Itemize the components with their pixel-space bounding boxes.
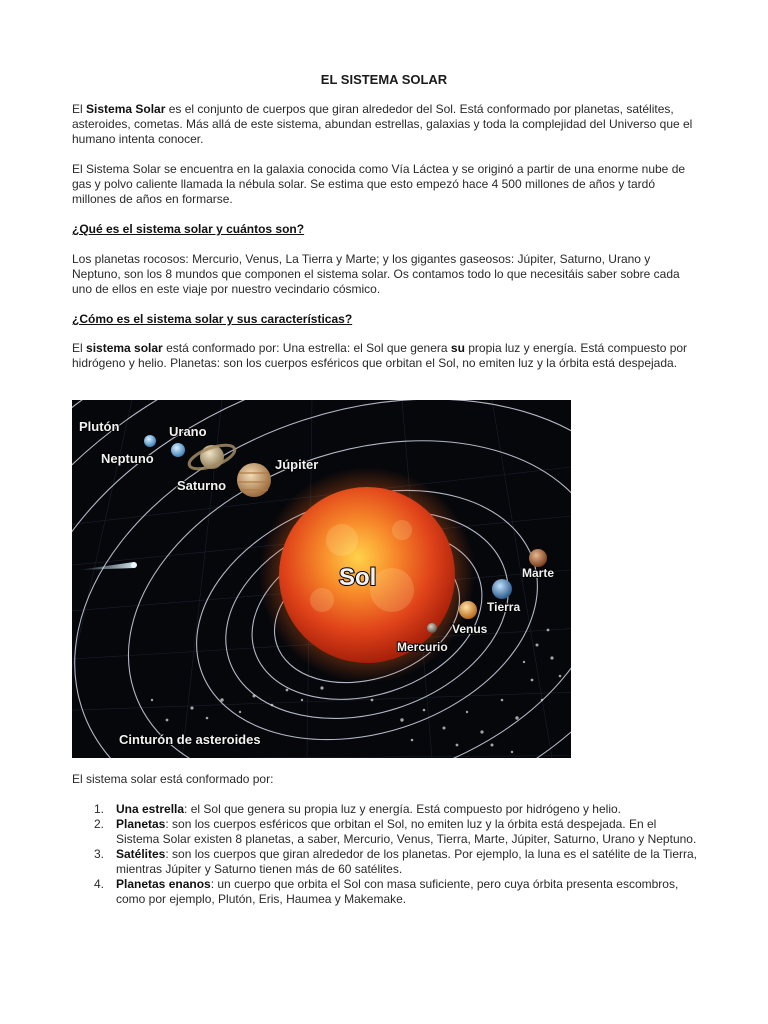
earth <box>492 579 512 599</box>
label-saturn: Saturno <box>177 478 227 493</box>
list-item <box>72 877 698 907</box>
neptune <box>171 443 185 457</box>
list-item-term: Satélites <box>116 847 166 861</box>
list-item <box>72 847 698 877</box>
p1-text-pre: El <box>72 102 87 116</box>
composition-paragraph <box>72 341 698 371</box>
list-item-text <box>116 817 698 847</box>
label-uranus: Urano <box>169 424 207 439</box>
list-item <box>72 802 698 817</box>
list-item-desc: : un cuerpo que orbita el Sol con masa suficiente, pero cuya órbita presenta escombros, como por ejemplo, Plutón, Eris, Haumea y Makemake. <box>116 877 679 906</box>
label-asteroid-belt: Cinturón de asteroides <box>119 732 261 747</box>
list-item-term: Planetas enanos <box>116 877 211 891</box>
label-mercury: Mercurio <box>397 640 448 654</box>
pluto <box>144 435 156 447</box>
label-earth: Tierra <box>487 600 521 614</box>
label-mars: Marte <box>522 566 555 580</box>
label-pluto: Plutón <box>79 419 120 434</box>
mercury <box>427 623 437 633</box>
p4-text-pre: El <box>72 341 87 355</box>
list-item-desc: : el Sol que genera su propia luz y energía. Está compuesto por hidrógeno y helio. <box>184 802 621 816</box>
list-item <box>72 817 698 847</box>
components-list <box>72 802 698 907</box>
jupiter <box>237 463 271 497</box>
list-item-term: Una estrella <box>116 802 185 816</box>
solar-system-illustration <box>72 400 571 758</box>
p4-text-post: propia luz y energía. Está compuesto por hidrógeno y helio. Planetas: son los cuerpos esféricos que orbitan el Sol, no emiten luz y la órbita está despejada. <box>72 341 688 370</box>
list-item-text <box>116 877 698 907</box>
list-item-desc: : son los cuerpos esféricos que orbitan el Sol, no emiten luz y la órbita está despejada. En el Sistema Solar existen 8 planetas, a saber, Mercurio, Venus, Tierra, Marte, Júpiter, Saturno, Urano y Neptuno. <box>116 817 697 846</box>
label-neptune: Neptuno <box>101 451 154 466</box>
mars <box>529 549 547 567</box>
list-item-text <box>116 802 698 817</box>
p1-text-post: es el conjunto de cuerpos que giran alrededor del Sol. Está conformado por planetas, satélites, asteroides, cometas. Más allá de este sistema, abundan estrellas, galaxias y toda la complejidad del Universo que el humano intenta conocer. <box>72 102 693 146</box>
venus <box>459 601 477 619</box>
p1-bold-term: Sistema Solar <box>86 102 166 116</box>
p4-text-mid: está conformado por: Una estrella: el Sol que genera <box>162 341 451 355</box>
list-intro: El sistema solar está conformado por: <box>72 772 274 786</box>
list-item-number: 2. <box>94 817 105 831</box>
list-item-term: Planetas <box>116 817 166 831</box>
p4-bold-term-2: su <box>450 341 465 355</box>
list-item-number: 3. <box>94 847 105 861</box>
section-heading-what-is: ¿Qué es el sistema solar y cuántos son? <box>72 222 305 236</box>
planets-paragraph: Los planetas rocosos: Mercurio, Venus, La Tierra y Marte; y los gigantes gaseosos: Júpiter, Saturno, Urano y Neptuno, son los 8 mundos que componen el sistema solar. Os contamos todo lo que necesitáis saber sobre cada uno de ellos en este viaje por nuestro vecindario cósmico. <box>72 252 680 296</box>
section-heading-characteristics: ¿Cómo es el sistema solar y sus características? <box>72 312 353 326</box>
label-venus: Venus <box>452 622 488 636</box>
list-item-number: 4. <box>94 877 105 891</box>
list-item-text <box>116 847 698 877</box>
document-title: EL SISTEMA SOLAR <box>320 72 448 87</box>
origin-paragraph: El Sistema Solar se encuentra en la galaxia conocida como Vía Láctea y se originó a partir de una enorme nube de gas y polvo caliente llamada la nébula solar. Se estima que esto empezó hace 4 500 millones de años y tardó millones de años en formarse. <box>72 162 686 206</box>
list-item-desc: : son los cuerpos que giran alrededor de los planetas. Por ejemplo, la luna es el satélite de la Tierra, mientras Júpiter y Saturno tienen más de 60 satélites. <box>116 847 698 876</box>
label-jupiter: Júpiter <box>275 457 319 472</box>
list-item-number: 1. <box>94 802 105 816</box>
p4-bold-term-1: sistema solar <box>86 341 163 355</box>
label-sun: Sol <box>339 564 377 591</box>
intro-paragraph <box>72 102 698 147</box>
